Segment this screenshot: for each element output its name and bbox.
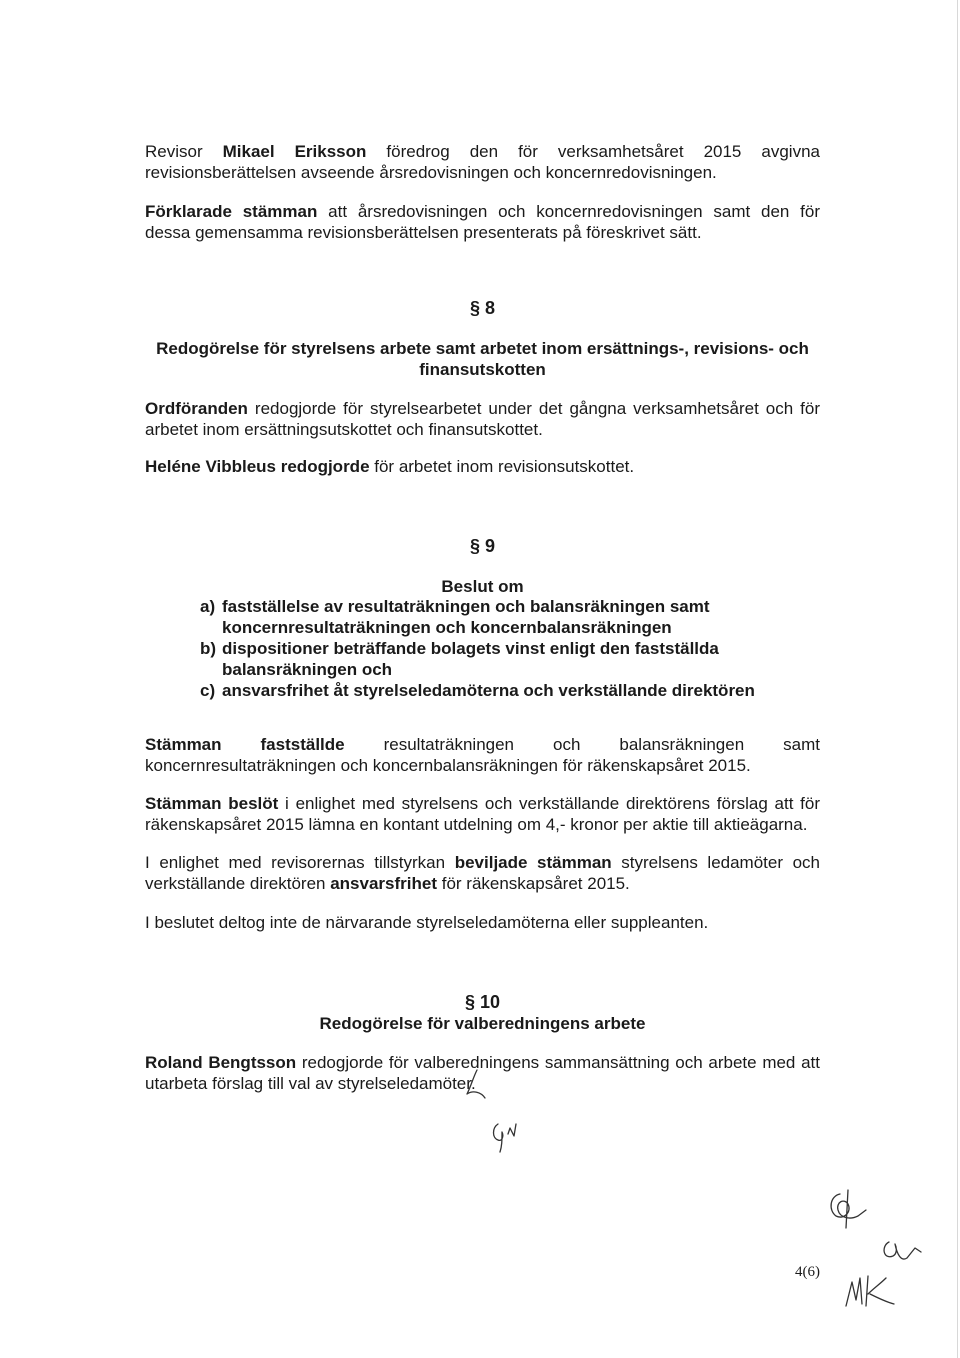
text: föredrog den för verksamhetsåret 2015 avgivna revisionsberättelsen avseende årsredovisningen och koncernredovisningen. — [145, 142, 820, 182]
section-9-number: § 9 — [469, 536, 496, 556]
text: redogjorde för styrelsearbetet under det gångna verksamhetsåret och för arbetet inom ersättningsutskottet och finansutskottet. — [145, 399, 820, 439]
list-item — [200, 596, 820, 638]
text: styrelsens ledamöter och verkställande direktören — [145, 853, 821, 893]
text: för arbetet inom revisionsutskottet. — [369, 457, 635, 476]
list-label: a) — [200, 597, 216, 616]
list-text: fastställelse av resultaträkningen och balansräkningen samt koncernresultaträkningen och koncernbalansräkningen — [222, 597, 710, 637]
section-10-number: § 10 — [464, 992, 501, 1012]
list-text: dispositioner beträffande bolagets vinst enligt den fastställda balansräkningen och — [222, 639, 719, 679]
text: Revisor — [145, 142, 223, 161]
list-label: c) — [200, 681, 216, 700]
handwritten-initials — [875, 1232, 925, 1268]
bold-phrase: beviljade stämman — [454, 853, 612, 872]
section-9-paragraph-2 — [145, 793, 820, 835]
text: redogjorde för valberedningens sammansättning och arbete med att utarbeta förslag till val av styrelseledamöter. — [145, 1053, 820, 1093]
handwritten-initials — [842, 1268, 902, 1314]
text: I beslutet deltog inte de närvarande styrelseledamöterna eller suppleanten. — [145, 913, 709, 932]
section-9-paragraph-3 — [145, 852, 820, 894]
list-text: ansvarsfrihet åt styrelseledamöterna och verkställande direktören — [222, 681, 755, 700]
text: resultaträkningen och balansräkningen samt koncernresultaträkningen och koncernbalansräkningen för räkenskapsåret 2015. — [145, 735, 820, 775]
section-8-number: § 8 — [469, 298, 496, 318]
bold-lead: Ordföranden — [145, 399, 248, 418]
bold-phrase: ansvarsfrihet — [330, 874, 437, 893]
page-number: 4(6) — [795, 1264, 820, 1280]
paragraph-auditor-report — [145, 141, 820, 183]
handwritten-initials — [455, 1068, 495, 1104]
list-item — [200, 638, 820, 680]
section-8-paragraph-2 — [145, 456, 820, 477]
auditor-name: Mikael Eriksson — [222, 142, 367, 161]
text: att årsredovisningen och koncernredovisningen samt den för dessa gemensamma revisionsberättelsen presenterats på föreskrivet sätt. — [145, 202, 820, 242]
handwritten-initials — [822, 1188, 882, 1238]
bold-lead: Förklarade stämman — [145, 202, 318, 221]
text: I enlighet med revisorernas tillstyrkan — [145, 853, 455, 872]
handwritten-initials — [488, 1120, 524, 1154]
bold-lead: Stämman beslöt — [145, 794, 279, 813]
paragraph-declaration — [145, 201, 820, 243]
section-9-list — [200, 596, 820, 701]
bold-lead: Stämman fastställde — [145, 735, 345, 754]
section-9-paragraph-1 — [145, 734, 820, 776]
section-8-title: Redogörelse för styrelsens arbete samt arbetet inom ersättnings-, revisions- och finansutskotten — [156, 339, 809, 379]
section-9-paragraph-4 — [145, 912, 820, 933]
text: för räkenskapsåret 2015. — [437, 874, 630, 893]
section-9-title: Beslut om — [441, 577, 524, 596]
list-label: b) — [200, 639, 217, 658]
list-item — [200, 680, 820, 701]
bold-lead: Heléne Vibbleus redogjorde — [145, 457, 370, 476]
text: i enlighet med styrelsens och verkställande direktörens förslag att för räkenskapsåret 2015 lämna en kontant utdelning om 4,- kronor per aktie till aktieägarna. — [145, 794, 821, 834]
section-8-paragraph-1 — [145, 398, 820, 440]
page-edge-line — [957, 0, 958, 1358]
section-10-title: Redogörelse för valberedningens arbete — [319, 1014, 646, 1033]
bold-lead: Roland Bengtsson — [145, 1053, 297, 1072]
